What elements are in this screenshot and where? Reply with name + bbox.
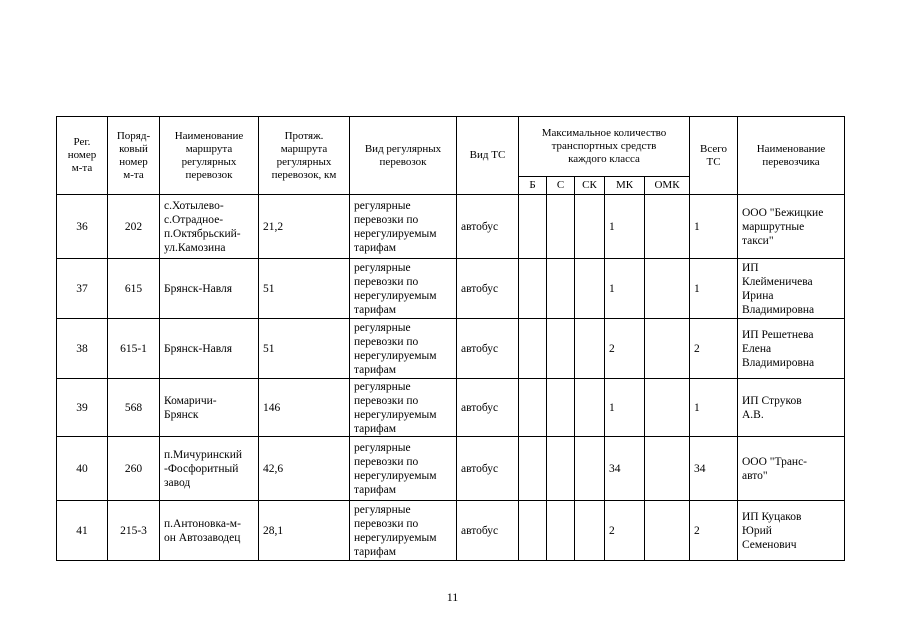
- table-row: [57, 501, 845, 561]
- cell-class-mk: 1: [605, 195, 645, 259]
- cell-length: 51: [259, 319, 350, 379]
- cell-reg: 36: [57, 195, 108, 259]
- cell-length: 21,2: [259, 195, 350, 259]
- cell-kind: регулярные перевозки по нерегулируемым тарифам: [350, 501, 457, 561]
- header-route-name: Наименование маршрута регулярных перевозок: [160, 117, 259, 195]
- cell-class-b: [519, 195, 547, 259]
- routes-table: [56, 116, 845, 561]
- cell-route: Брянск-Навля: [160, 319, 259, 379]
- table-body: [57, 195, 845, 561]
- cell-vehicle: автобус: [457, 259, 519, 319]
- cell-class-omk: [645, 437, 690, 501]
- cell-class-omk: [645, 195, 690, 259]
- cell-reg: 38: [57, 319, 108, 379]
- cell-reg: 41: [57, 501, 108, 561]
- cell-class-sk: [575, 195, 605, 259]
- cell-seq: 260: [108, 437, 160, 501]
- cell-kind: регулярные перевозки по нерегулируемым тарифам: [350, 259, 457, 319]
- cell-seq: 615-1: [108, 319, 160, 379]
- cell-kind: регулярные перевозки по нерегулируемым тарифам: [350, 195, 457, 259]
- header-carrier: Наименование перевозчика: [738, 117, 845, 195]
- cell-total: 34: [690, 437, 738, 501]
- cell-seq: 215-3: [108, 501, 160, 561]
- header-max-vehicles: Максимальное количество транспортных средств каждого класса: [519, 117, 690, 177]
- cell-class-b: [519, 437, 547, 501]
- cell-vehicle: автобус: [457, 319, 519, 379]
- cell-class-s: [547, 259, 575, 319]
- header-class-b: Б: [519, 177, 547, 195]
- cell-vehicle: автобус: [457, 437, 519, 501]
- cell-carrier: ИП Куцаков Юрий Семенович: [738, 501, 845, 561]
- cell-class-omk: [645, 501, 690, 561]
- cell-carrier: ООО "Бежицкие маршрутные такси": [738, 195, 845, 259]
- cell-class-b: [519, 501, 547, 561]
- cell-seq: 202: [108, 195, 160, 259]
- cell-carrier: ООО "Транс- авто": [738, 437, 845, 501]
- header-total-vehicles: Всего ТС: [690, 117, 738, 195]
- cell-class-s: [547, 501, 575, 561]
- cell-carrier: ИП Струков А.В.: [738, 379, 845, 437]
- cell-class-sk: [575, 501, 605, 561]
- cell-vehicle: автобус: [457, 501, 519, 561]
- cell-class-mk: 34: [605, 437, 645, 501]
- table-row: [57, 259, 845, 319]
- cell-class-sk: [575, 437, 605, 501]
- cell-reg: 39: [57, 379, 108, 437]
- table-row: [57, 437, 845, 501]
- cell-class-mk: 1: [605, 379, 645, 437]
- cell-length: 42,6: [259, 437, 350, 501]
- cell-length: 146: [259, 379, 350, 437]
- cell-route: Комаричи- Брянск: [160, 379, 259, 437]
- table-row: [57, 319, 845, 379]
- cell-length: 51: [259, 259, 350, 319]
- cell-route: п.Мичуринский -Фосфоритный завод: [160, 437, 259, 501]
- cell-length: 28,1: [259, 501, 350, 561]
- cell-kind: регулярные перевозки по нерегулируемым тарифам: [350, 319, 457, 379]
- page-number: 11: [446, 590, 459, 604]
- cell-class-mk: 2: [605, 319, 645, 379]
- table-row: [57, 195, 845, 259]
- header-class-mk: МК: [605, 177, 645, 195]
- table-row: [57, 379, 845, 437]
- cell-seq: 568: [108, 379, 160, 437]
- cell-carrier: ИП Клейменичева Ирина Владимировна: [738, 259, 845, 319]
- cell-class-b: [519, 259, 547, 319]
- cell-reg: 37: [57, 259, 108, 319]
- header-reg-number: Рег. номер м-та: [57, 117, 108, 195]
- header-class-s: С: [547, 177, 575, 195]
- cell-class-b: [519, 319, 547, 379]
- header-row: [57, 117, 845, 177]
- header-route-length: Протяж. маршрута регулярных перевозок, км: [259, 117, 350, 195]
- cell-kind: регулярные перевозки по нерегулируемым тарифам: [350, 437, 457, 501]
- cell-vehicle: автобус: [457, 195, 519, 259]
- cell-class-mk: 1: [605, 259, 645, 319]
- header-vehicle-type: Вид ТС: [457, 117, 519, 195]
- cell-class-omk: [645, 319, 690, 379]
- cell-class-s: [547, 379, 575, 437]
- cell-class-sk: [575, 319, 605, 379]
- cell-route: п.Антоновка-м- он Автозаводец: [160, 501, 259, 561]
- cell-kind: регулярные перевозки по нерегулируемым тарифам: [350, 379, 457, 437]
- cell-reg: 40: [57, 437, 108, 501]
- cell-class-sk: [575, 259, 605, 319]
- cell-carrier: ИП Решетнева Елена Владимировна: [738, 319, 845, 379]
- cell-route: Брянск-Навля: [160, 259, 259, 319]
- cell-class-omk: [645, 379, 690, 437]
- cell-class-b: [519, 379, 547, 437]
- header-class-sk: СК: [575, 177, 605, 195]
- cell-total: 1: [690, 259, 738, 319]
- cell-class-sk: [575, 379, 605, 437]
- cell-class-omk: [645, 259, 690, 319]
- cell-seq: 615: [108, 259, 160, 319]
- cell-class-mk: 2: [605, 501, 645, 561]
- cell-class-s: [547, 319, 575, 379]
- header-class-omk: ОМК: [645, 177, 690, 195]
- cell-total: 2: [690, 319, 738, 379]
- cell-total: 2: [690, 501, 738, 561]
- cell-route: с.Хотылево- с.Отрадное- п.Октябрьский- ул.Камозина: [160, 195, 259, 259]
- header-seq-number: Поряд- ковый номер м-та: [108, 117, 160, 195]
- cell-total: 1: [690, 195, 738, 259]
- cell-class-s: [547, 437, 575, 501]
- cell-class-s: [547, 195, 575, 259]
- cell-total: 1: [690, 379, 738, 437]
- header-transport-kind: Вид регулярных перевозок: [350, 117, 457, 195]
- cell-vehicle: автобус: [457, 379, 519, 437]
